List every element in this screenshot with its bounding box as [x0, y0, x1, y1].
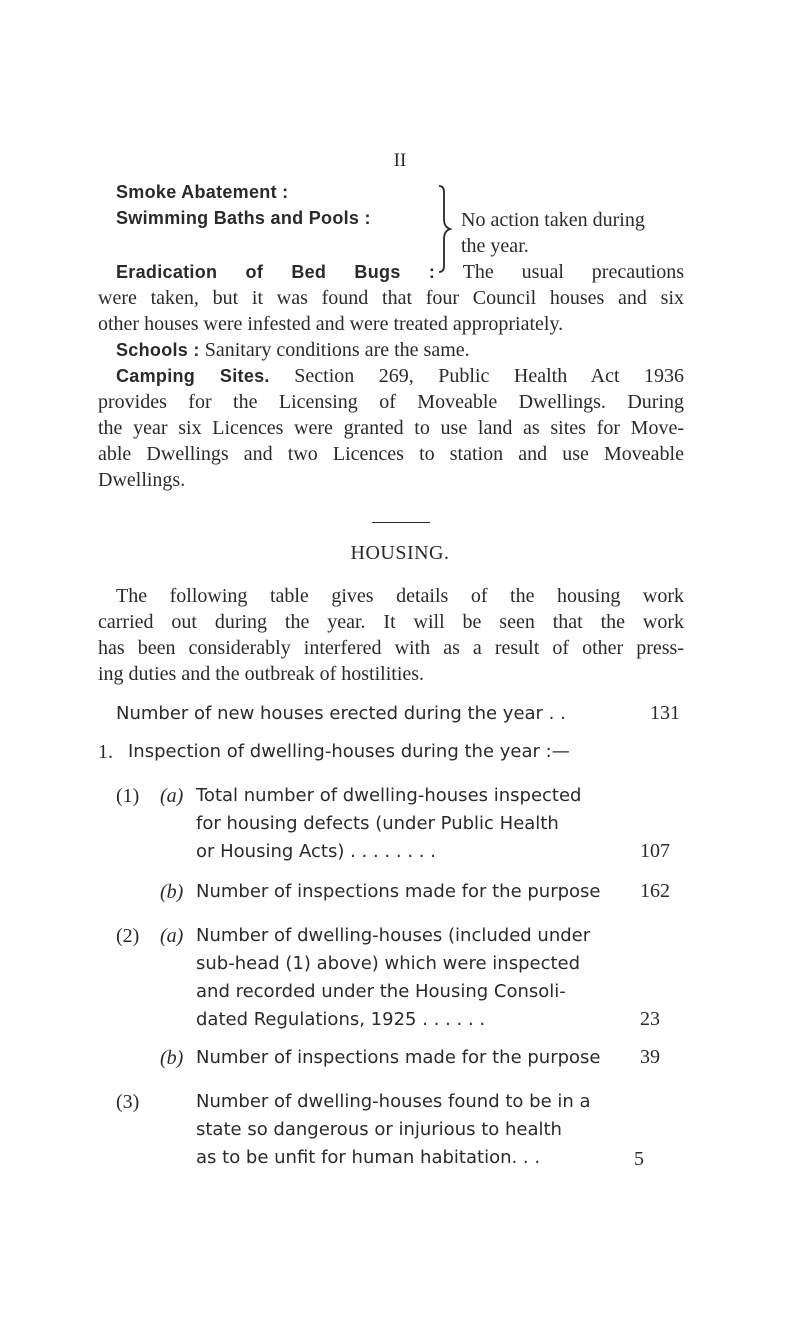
schools-paragraph [116, 338, 470, 362]
section-divider [372, 522, 430, 523]
s1a-text-1: Total number of dwelling-houses inspected [196, 785, 582, 806]
camping-text-2: provides for the Licensing of Moveable Dwellings. During [98, 391, 684, 413]
housing-text-1: The following table gives details of the housing work [116, 585, 684, 607]
bedbugs-text-1: The usual precautions [462, 261, 684, 283]
schools-text: Sanitary conditions are the same. [204, 339, 470, 361]
s1a-letter: (a) [160, 785, 184, 807]
camping-text-1: Section 269, Public Health Act 1936 [294, 365, 685, 387]
s3-text-1: Number of dwelling-houses found to be in a [196, 1091, 591, 1112]
no-action-line-1: No action taken during [461, 209, 645, 231]
page-number: II [393, 150, 407, 171]
housing-text-3: has been considerably interfered with as a result of other press- [98, 637, 684, 659]
camping-text-3: the year six Licences were granted to use land as sites for Move- [98, 417, 684, 439]
swimming-baths-heading: Swimming Baths and Pools : [116, 208, 371, 228]
s2-number: (2) [116, 925, 140, 947]
s2a-value: 23 [640, 1008, 660, 1030]
s2b-letter: (b) [160, 1047, 184, 1069]
s1a-text-2: for housing defects (under Public Health [196, 813, 559, 834]
s1-number: (1) [116, 785, 140, 807]
item1-number: 1. [98, 741, 113, 763]
camping-heading: Camping Sites. [116, 366, 270, 386]
s1b-value: 162 [640, 880, 670, 902]
bedbugs-heading: Eradication of Bed Bugs : [116, 262, 436, 282]
s2b-text-1: Number of inspections made for the purpose [196, 1047, 601, 1068]
s3-text-3: as to be unfit for human habitation. . . [196, 1147, 541, 1168]
item1-label: Inspection of dwelling-houses during the year :— [128, 741, 570, 762]
housing-text-4: ing duties and the outbreak of hostilities. [98, 663, 425, 685]
camping-text-4: able Dwellings and two Licences to station and use Moveable [98, 443, 684, 465]
smoke-abatement-heading: Smoke Abatement : [116, 182, 289, 202]
no-action-line-2: the year. [461, 235, 529, 257]
s2a-letter: (a) [160, 925, 184, 947]
housing-text-2: carried out during the year. It will be seen that the work [98, 611, 684, 633]
s1b-letter: (b) [160, 881, 184, 903]
s2a-text-1: Number of dwelling-houses (included under [196, 925, 591, 946]
s3-text-2: state so dangerous or injurious to health [196, 1119, 562, 1140]
new-houses-value: 131 [650, 702, 680, 724]
s2a-text-4: dated Regulations, 1925 . . . . . . [196, 1009, 486, 1030]
s2a-text-2: sub-head (1) above) which were inspected [196, 953, 581, 974]
bedbugs-text-2: were taken, but it was found that four Council houses and six [98, 287, 684, 309]
housing-title: HOUSING. [350, 542, 450, 564]
s3-value: 5 [634, 1148, 644, 1170]
camping-paragraph-line-1 [116, 364, 684, 388]
new-houses-label: Number of new houses erected during the year . . [116, 703, 566, 724]
s1b-text-1: Number of inspections made for the purpose [196, 881, 601, 902]
schools-heading: Schools : [116, 340, 200, 360]
bedbugs-paragraph-line-1 [116, 260, 684, 284]
camping-text-5: Dwellings. [98, 469, 186, 491]
s1a-text-3: or Housing Acts) . . . . . . . . [196, 841, 436, 862]
s3-number: (3) [116, 1091, 140, 1113]
s2b-value: 39 [640, 1046, 660, 1068]
s2a-text-3: and recorded under the Housing Consoli- [196, 981, 566, 1002]
bedbugs-text-3: other houses were infested and were treated appropriately. [98, 313, 564, 335]
s1a-value: 107 [640, 840, 670, 862]
